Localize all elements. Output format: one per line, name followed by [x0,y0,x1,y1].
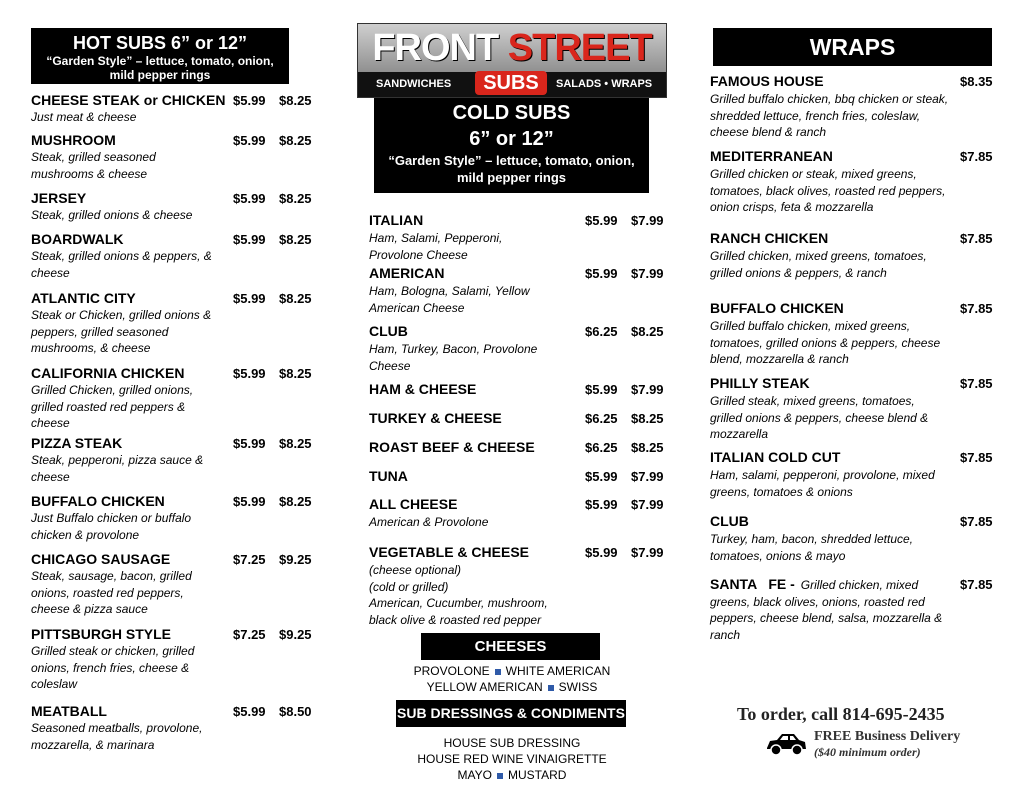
hot-sub-price-6: $5.99 [233,133,266,148]
wrap-price: $7.85 [960,301,993,316]
hot-sub-price-6: $5.99 [233,191,266,206]
cold-sub-price-12: $7.99 [631,266,664,281]
hot-sub-description: Steak, grilled seasoned mushrooms & cheese [31,150,156,181]
hot-sub-description: Steak, grilled onions & cheese [31,208,193,222]
separator-square-icon [495,669,501,675]
cold-sub-description: (cheese optional) (cold or grilled) American, Cucumber, mushroom, black olive & roasted red pepper [369,563,548,627]
cold-sub-name: HAM & CHEESE [369,381,477,397]
logo-front-text: FRONT [372,27,499,69]
wrap-price: $7.85 [960,376,993,391]
cold-sub-price-6: $5.99 [585,213,618,228]
wrap-name: SANTA FE - [710,576,795,592]
cold-sub-price-12: $8.25 [631,440,664,455]
cheese-white-american: WHITE AMERICAN [505,664,611,678]
condiment-mustard: MUSTARD [508,768,567,782]
hot-sub-price-6: $5.99 [233,494,266,509]
wrap-name: PHILLY STEAK [710,375,810,391]
hot-sub-description: Steak, grilled onions & peppers, & cheese [31,249,212,280]
hot-sub-price-6: $5.99 [233,291,266,306]
cold-sub-price-6: $5.99 [585,469,618,484]
hot-sub-price-12: $8.25 [279,436,312,451]
hot-sub-price-6: $5.99 [233,436,266,451]
car-icon [764,730,808,758]
cold-sub-description: Ham, Turkey, Bacon, Provolone Cheese [369,342,538,373]
wrap-price: $7.85 [960,450,993,465]
cold-sub-price-6: $6.25 [585,440,618,455]
cold-sub-price-12: $7.99 [631,469,664,484]
cold-sub-price-6: $5.99 [585,497,618,512]
dressings-title: SUB DRESSINGS & CONDIMENTS [397,705,625,721]
wrap-description: Ham, salami, pepperoni, provolone, mixed greens, tomatoes & onions [710,468,935,499]
wrap-name: RANCH CHICKEN [710,230,829,246]
hot-sub-name: BUFFALO CHICKEN [31,493,165,509]
logo-street-text: STREET [507,27,652,69]
wrap-name: BUFFALO CHICKEN [710,300,844,316]
wrap-name: MEDITERRANEAN [710,148,833,164]
hot-sub-price-6: $5.99 [233,93,266,108]
order-phone-line: To order, call 814-695-2435 [737,704,945,724]
hot-sub-price-12: $9.25 [279,552,312,567]
dressing-line-1: HOUSE SUB DRESSING [443,736,581,750]
dressing-line-2: HOUSE RED WINE VINAIGRETTE [417,752,607,766]
hot-sub-name: MEATBALL [31,703,107,719]
wrap-description: Grilled steak, mixed greens, tomatoes, grilled onions & peppers, cheese blend & mozzarella [710,394,929,441]
condiment-mayo: MAYO [457,768,492,782]
hot-sub-price-12: $8.25 [279,191,312,206]
hot-sub-price-6: $5.99 [233,366,266,381]
hot-sub-price-6: $5.99 [233,232,266,247]
wrap-price: $7.85 [960,577,993,592]
hot-sub-description: Grilled Chicken, grilled onions, grilled roasted red peppers & cheese [31,383,194,430]
hot-sub-name: PITTSBURGH STYLE [31,626,172,642]
wrap-description: Grilled chicken, mixed greens, tomatoes, grilled onions & peppers, & ranch [710,249,927,280]
dressings-header [396,700,626,727]
cheeses-row-2 [380,679,644,695]
hot-sub-name: JERSEY [31,190,87,206]
hot-subs-subtitle: “Garden Style” – lettuce, tomato, onion, mild pepper rings [46,54,274,82]
hot-sub-name: CHEESE STEAK or CHICKEN [31,92,226,108]
hot-sub-description: Steak or Chicken, grilled onions & peppers, grilled seasoned mushrooms, & cheese [31,308,212,355]
cold-sub-price-6: $6.25 [585,324,618,339]
hot-sub-price-6: $7.25 [233,552,266,567]
cheese-swiss: SWISS [558,680,598,694]
wrap-item [710,576,950,643]
cold-sub-price-6: $6.25 [585,411,618,426]
hot-sub-price-12: $8.25 [279,93,312,108]
wrap-description: Turkey, ham, bacon, shredded lettuce, tomatoes, onions & mayo [710,532,913,563]
cheese-provolone: PROVOLONE [413,664,490,678]
hot-sub-price-12: $8.25 [279,494,312,509]
cold-sub-price-12: $7.99 [631,497,664,512]
cheeses-row-1 [380,663,644,679]
hot-sub-name: CALIFORNIA CHICKEN [31,365,185,381]
dressing-line-3 [380,767,644,783]
cheeses-title: CHEESES [474,638,547,655]
cold-sub-description: Ham, Bologna, Salami, Yellow American Cheese [369,284,530,315]
cold-sub-name: TUNA [369,468,408,484]
wrap-name: FAMOUS HOUSE [710,73,824,89]
hot-sub-price-6: $7.25 [233,627,266,642]
hot-subs-title: HOT SUBS 6” or 12” [72,33,248,53]
hot-sub-price-12: $8.25 [279,133,312,148]
logo-subs-text: SUBS [475,71,547,95]
hot-sub-description: Just meat & cheese [31,110,137,124]
wrap-price: $7.85 [960,514,993,529]
wraps-title: WRAPS [809,34,896,60]
hot-sub-name: ATLANTIC CITY [31,290,136,306]
wrap-price: $7.85 [960,231,993,246]
cold-sub-description: American & Provolone [369,515,489,529]
hot-sub-price-12: $8.50 [279,704,312,719]
hot-subs-header [31,28,289,84]
wraps-header [713,28,992,66]
wrap-description: Grilled buffalo chicken, bbq chicken or steak, shredded lettuce, french fries, coleslaw, cheese blend & ranch [710,92,949,139]
separator-square-icon [548,685,554,691]
cheeses-header [421,633,600,660]
cold-subs-subtitle: “Garden Style” – lettuce, tomato, onion, mild pepper rings [388,153,635,185]
cold-sub-price-12: $7.99 [631,545,664,560]
wrap-price: $8.35 [960,74,993,89]
cold-sub-name: ALL CHEESE [369,496,458,512]
logo-right-text: SALADS • WRAPS [556,78,653,90]
cold-sub-price-12: $7.99 [631,382,664,397]
wrap-description: Grilled chicken or steak, mixed greens, tomatoes, black olives, roasted red peppers, onion crisps, feta & mozzarella [710,167,946,214]
cold-sub-name: ITALIAN [369,212,424,228]
cold-sub-name: ROAST BEEF & CHEESE [369,439,535,455]
cold-sub-name: VEGETABLE & CHEESE [369,544,529,560]
cold-sub-name: TURKEY & CHEESE [369,410,502,426]
wrap-name: ITALIAN COLD CUT [710,449,841,465]
front-street-logo [357,23,667,98]
hot-sub-name: PIZZA STEAK [31,435,123,451]
cold-subs-header [374,98,649,193]
hot-sub-price-12: $8.25 [279,366,312,381]
hot-sub-description: Grilled steak or chicken, grilled onions, french fries, cheese & coleslaw [31,644,195,691]
hot-sub-price-6: $5.99 [233,704,266,719]
hot-sub-name: BOARDWALK [31,231,124,247]
cold-sub-name: CLUB [369,323,408,339]
cold-sub-price-6: $5.99 [585,266,618,281]
cold-sub-price-12: $7.99 [631,213,664,228]
hot-sub-price-12: $8.25 [279,291,312,306]
logo-left-text: SANDWICHES [376,78,452,90]
cold-subs-size: 6” or 12” [469,128,554,150]
cold-sub-price-12: $8.25 [631,324,664,339]
hot-sub-price-12: $9.25 [279,627,312,642]
wrap-description: Grilled buffalo chicken, mixed greens, tomatoes, grilled onions & peppers, cheese blend, mozzarella & ranch [710,319,941,366]
cold-sub-price-6: $5.99 [585,382,618,397]
cold-sub-description: Ham, Salami, Pepperoni, Provolone Cheese [369,231,503,262]
hot-sub-price-12: $8.25 [279,232,312,247]
cold-subs-title: COLD SUBS [452,102,571,124]
cold-sub-name: AMERICAN [369,265,445,281]
delivery-text: FREE Business Delivery [814,729,961,744]
delivery-minimum: ($40 minimum order) [814,745,921,759]
cold-sub-price-6: $5.99 [585,545,618,560]
hot-sub-description: Steak, sausage, bacon, grilled onions, roasted red peppers, cheese & pizza sauce [31,569,192,616]
hot-sub-description: Just Buffalo chicken or buffalo chicken & provolone [31,511,192,542]
cold-sub-price-12: $8.25 [631,411,664,426]
hot-sub-description: Seasoned meatballs, provolone, mozzarella, & marinara [31,721,203,752]
cheese-yellow-american: YELLOW AMERICAN [426,680,543,694]
separator-square-icon [497,773,503,779]
hot-sub-name: CHICAGO SAUSAGE [31,551,171,567]
wrap-name: CLUB [710,513,749,529]
hot-sub-name: MUSHROOM [31,132,116,148]
hot-sub-description: Steak, pepperoni, pizza sauce & cheese [31,453,204,484]
wrap-price: $7.85 [960,149,993,164]
wrap-description: Grilled chicken, mixed greens, black olives, onions, roasted red peppers, cheese blend, salsa, mozzarella & ranch [710,578,943,642]
